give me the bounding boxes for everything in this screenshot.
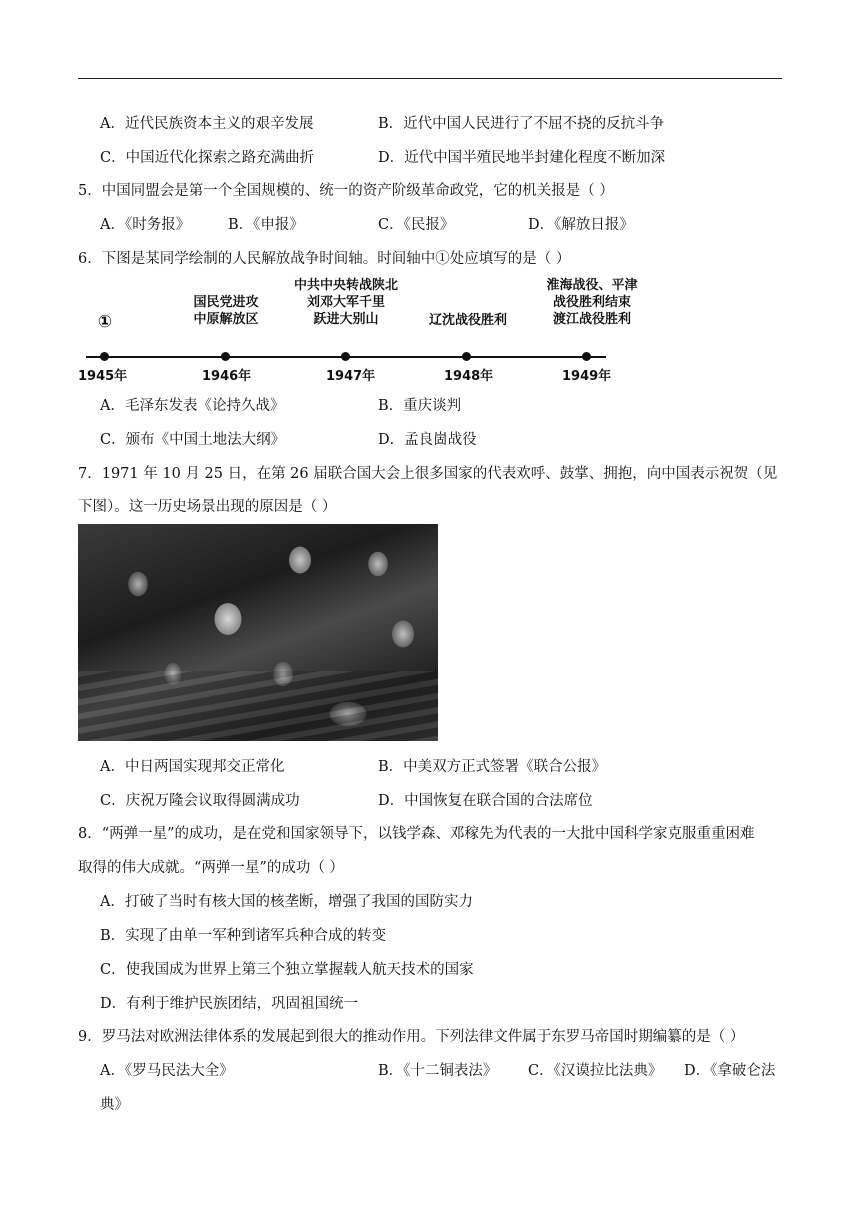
q7-stem-line1: 7．1971 年 10 月 25 日，在第 26 届联合国大会上很多国家的代表欢呼、鼓掌、拥抱，向中国表示祝贺（见 bbox=[78, 466, 778, 482]
q6-option-c[interactable]: C．颁布《中国土地法大纲》 bbox=[100, 432, 286, 448]
q4-option-c[interactable]: C．中国近代化探索之路充满曲折 bbox=[100, 150, 315, 166]
timeline-event-1947: 中共中央转战陕北 刘邓大军千里 跃进大别山 bbox=[293, 278, 398, 327]
q6-option-b[interactable]: B．重庆谈判 bbox=[378, 398, 462, 414]
q9-stem: 9．罗马法对欧洲法律体系的发展起到很大的推动作用。下列法律文件属于东罗马帝国时期编纂的是（ ） bbox=[78, 1029, 745, 1045]
q8-stem-line2: 取得的伟大成就。“两弹一星”的成功（ ） bbox=[78, 860, 344, 876]
q9-option-b[interactable]: B．《十二铜表法》 bbox=[378, 1063, 498, 1079]
timeline-event-1946: 国民党进攻 中原解放区 bbox=[193, 295, 259, 327]
q8-stem-line1: 8．“两弹一星”的成功，是在党和国家领导下，以钱学森、邓稼先为代表的一大批中国科学家克服重重困难 bbox=[78, 826, 755, 842]
timeline-event-1948: 辽沈战役胜利 bbox=[428, 313, 507, 328]
timeline-dot-1949 bbox=[582, 352, 591, 361]
q5-option-d[interactable]: D．《解放日报》 bbox=[528, 217, 634, 233]
q6-stem: 6．下图是某同学绘制的人民解放战争时间轴。时间轴中①处应填写的是（ ） bbox=[78, 251, 571, 267]
header-rule bbox=[78, 78, 782, 79]
timeline-dot-1945 bbox=[100, 352, 109, 361]
q8-option-b[interactable]: B．实现了由单一军种到诸军兵种合成的转变 bbox=[100, 928, 387, 944]
q8-option-c[interactable]: C．使我国成为世界上第三个独立掌握载人航天技术的国家 bbox=[100, 962, 474, 978]
timeline-year-1948: 1948年 bbox=[444, 369, 494, 384]
q7-option-b[interactable]: B．中美双方正式签署《联合公报》 bbox=[378, 759, 607, 775]
q8-option-d[interactable]: D．有利于维护民族团结，巩固祖国统一 bbox=[100, 996, 359, 1012]
q6-option-d[interactable]: D．孟良崮战役 bbox=[378, 432, 477, 448]
q7-option-a[interactable]: A．中日两国实现邦交正常化 bbox=[100, 759, 285, 775]
q7-option-d[interactable]: D．中国恢复在联合国的合法席位 bbox=[378, 793, 593, 809]
un-assembly-photo bbox=[78, 524, 438, 741]
timeline-event-blank: ① bbox=[97, 312, 113, 332]
timeline-year-1949: 1949年 bbox=[562, 369, 612, 384]
timeline-year-1947: 1947年 bbox=[326, 369, 376, 384]
q5-option-b[interactable]: B．《申报》 bbox=[228, 217, 304, 233]
q4-option-d[interactable]: D．近代中国半殖民地半封建化程度不断加深 bbox=[378, 150, 666, 166]
q6-option-a[interactable]: A．毛泽东发表《论持久战》 bbox=[100, 398, 285, 414]
q4-option-b[interactable]: B．近代中国人民进行了不屈不挠的反抗斗争 bbox=[378, 116, 665, 132]
timeline-year-1946: 1946年 bbox=[202, 369, 252, 384]
timeline-dot-1947 bbox=[341, 352, 350, 361]
q7-option-c[interactable]: C．庆祝万隆会议取得圆满成功 bbox=[100, 793, 300, 809]
q5-stem: 5．中国同盟会是第一个全国规模的、统一的资产阶级革命政党，它的机关报是（ ） bbox=[78, 183, 614, 199]
timeline-figure bbox=[78, 276, 638, 386]
timeline-event-1949: 淮海战役、平津 战役胜利结束 渡江战役胜利 bbox=[546, 278, 638, 327]
q9-option-d-wrap[interactable]: 典》 bbox=[100, 1097, 129, 1113]
q7-stem-line2: 下图）。这一历史场景出现的原因是（ ） bbox=[78, 499, 337, 515]
q9-option-d[interactable]: D．《拿破仑法 bbox=[684, 1063, 776, 1079]
timeline-year-1945: 1945年 bbox=[78, 369, 128, 384]
q4-option-a[interactable]: A．近代民族资本主义的艰辛发展 bbox=[100, 116, 314, 132]
q9-option-a[interactable]: A．《罗马民法大全》 bbox=[100, 1063, 234, 1079]
q8-option-a[interactable]: A．打破了当时有核大国的核垄断，增强了我国的国防实力 bbox=[100, 894, 473, 910]
q5-option-c[interactable]: C．《民报》 bbox=[378, 217, 455, 233]
timeline-dot-1946 bbox=[221, 352, 230, 361]
timeline-dot-1948 bbox=[462, 352, 471, 361]
q5-option-a[interactable]: A．《时务报》 bbox=[100, 217, 191, 233]
q9-option-c[interactable]: C．《汉谟拉比法典》 bbox=[528, 1063, 663, 1079]
